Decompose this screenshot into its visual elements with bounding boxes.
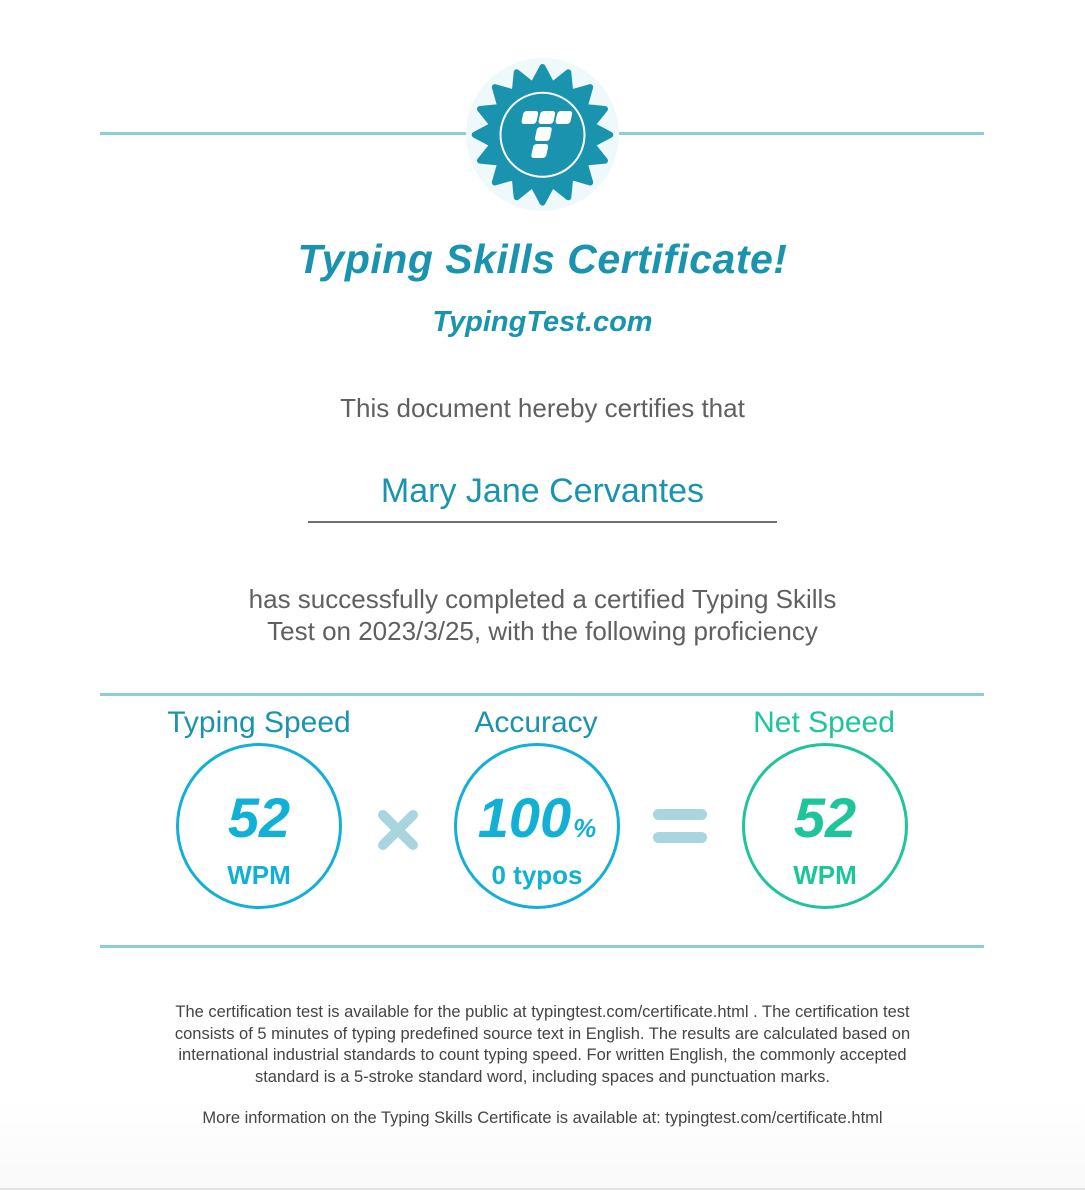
results-rule-bottom [100, 945, 984, 948]
certificate-title: Typing Skills Certificate! [297, 236, 788, 282]
accuracy-circle [454, 743, 620, 909]
footnote-line: standard is a 5-stroke standard word, including spaces and punctuation marks. [254, 1067, 831, 1086]
more-info-text: More information on the Typing Skills Certificate is available at: typingtest.com/certificate.html [202, 1109, 883, 1127]
typingtest-logo [466, 58, 619, 211]
accuracy-value: 100 [477, 786, 572, 849]
net-speed-label: Net Speed [753, 706, 895, 739]
header-rule-right [619, 132, 984, 135]
footnote-line: consists of 5 minutes of typing predefined source text in English. The results are calculated based on [174, 1024, 911, 1043]
typing-speed-label: Typing Speed [167, 706, 351, 739]
header-rule-left [100, 132, 466, 135]
accuracy-typos: 0 typos [491, 860, 583, 890]
certifies-text: This document hereby certifies that [340, 393, 745, 423]
typing-speed-circle [176, 743, 342, 909]
net-speed-value: 52 [793, 786, 857, 849]
footnote-line: international industrial standards to count typing speed. For written English, the commonly accepted [178, 1046, 907, 1064]
typing-speed-unit: WPM [227, 860, 291, 890]
completion-statement [0, 583, 1085, 647]
equals-icon [653, 809, 707, 845]
results-rule-top [100, 693, 984, 696]
completion-line-1: has successfully completed a certified Typing Skills [248, 584, 837, 614]
site-name: TypingTest.com [432, 306, 653, 338]
accuracy-percent-sign: % [573, 813, 597, 843]
completion-line-2: Test on 2023/3/25, with the following proficiency [267, 616, 818, 646]
net-speed-unit: WPM [793, 860, 857, 890]
certification-footnote [100, 1002, 985, 1088]
multiply-icon [376, 808, 420, 852]
net-speed-circle [742, 743, 908, 909]
accuracy-value-wrap [457, 786, 617, 860]
typing-speed-value: 52 [227, 786, 291, 849]
footnote-line: The certification test is available for the public at typingtest.com/certificate.html . The certification test [175, 1003, 910, 1021]
accuracy-label: Accuracy [474, 706, 598, 739]
recipient-name: Mary Jane Cervantes [308, 472, 777, 523]
typingtest-badge-t-icon [466, 58, 619, 211]
